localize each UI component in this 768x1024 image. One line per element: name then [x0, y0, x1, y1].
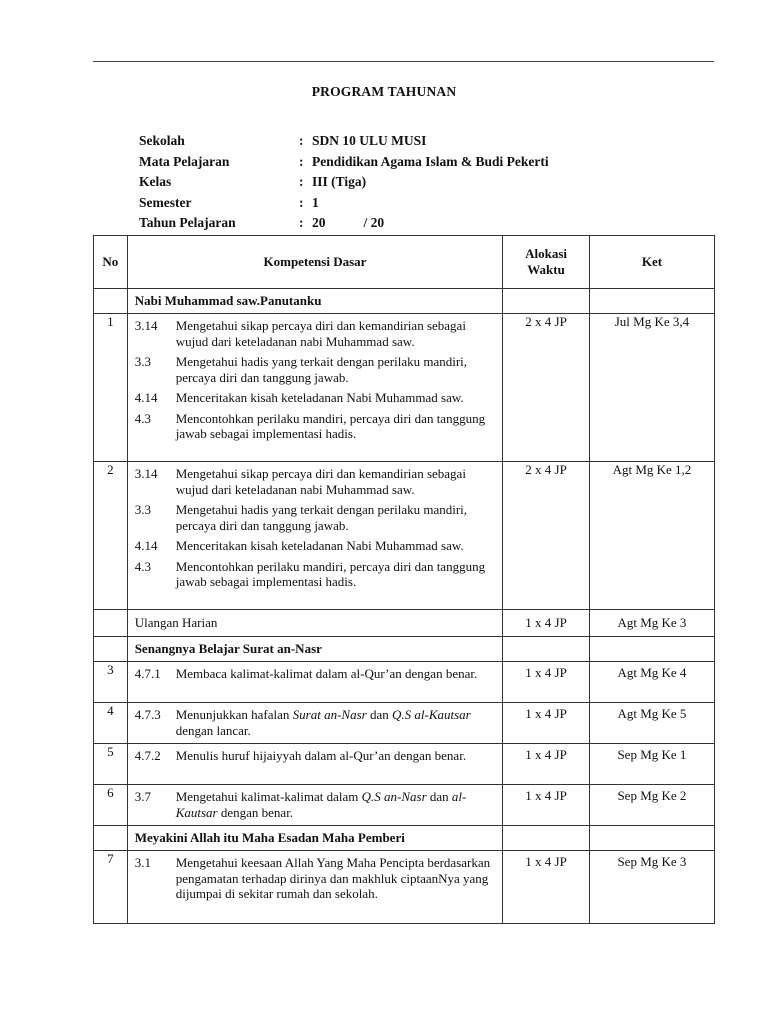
kd-item	[135, 789, 497, 820]
alokasi-value: 1 x 4 JP	[503, 662, 590, 703]
table-row	[94, 785, 715, 826]
section-title: Nabi Muhammad saw.Panutanku	[127, 289, 503, 314]
row-number: 5	[94, 744, 128, 785]
empty-cell	[589, 637, 714, 662]
kd-cell	[127, 314, 503, 462]
kd-text: Mencontohkan perilaku mandiri, percaya diri dan tanggung jawab sebagai implementasi hadis.	[175, 410, 486, 441]
header-alokasi-line2: Waktu	[527, 262, 565, 277]
kd-code: 3.3	[134, 354, 151, 369]
empty-cell	[94, 610, 128, 637]
kd-text: Menceritakan kisah keteladanan Nabi Muhammad saw.	[175, 390, 464, 405]
header-kompetensi-dasar: Kompetensi Dasar	[127, 236, 503, 289]
kd-item	[135, 411, 497, 442]
info-label: Semester	[139, 194, 192, 210]
ulangan-row	[94, 610, 715, 637]
kd-text: Mengetahui hadis yang terkait dengan perilaku mandiri, percaya diri dan tanggung jawab.	[175, 502, 468, 533]
ket-value: Agt Mg Ke 4	[589, 662, 714, 703]
alokasi-value: 2 x 4 JP	[503, 314, 590, 462]
row-number: 2	[94, 462, 128, 610]
kd-text: Menceritakan kisah keteladanan Nabi Muhammad saw.	[175, 538, 464, 553]
program-table	[93, 235, 715, 924]
kd-item	[135, 466, 497, 497]
kd-text: Mengetahui sikap percaya diri dan kemandirian sebagai wujud dari keteladanan nabi Muhammad saw.	[175, 466, 466, 497]
table-row	[94, 314, 715, 462]
info-colon: :	[299, 153, 304, 169]
kd-item	[135, 748, 497, 764]
header-alokasi-waktu	[503, 236, 590, 289]
row-number: 1	[94, 314, 128, 462]
info-row-kelas	[139, 172, 549, 193]
info-value: 1	[312, 194, 319, 210]
table-row	[94, 462, 715, 610]
kd-item	[135, 354, 497, 385]
row-number: 6	[94, 785, 128, 826]
ket-value: Sep Mg Ke 3	[589, 851, 714, 924]
info-colon: :	[299, 194, 304, 210]
kd-cell	[127, 851, 503, 924]
info-row-sekolah	[139, 131, 549, 152]
kd-item	[135, 707, 497, 738]
empty-cell	[94, 826, 128, 851]
empty-cell	[94, 289, 128, 314]
kd-text: Mengetahui sikap percaya diri dan kemandirian sebagai wujud dari keteladanan nabi Muhammad saw.	[175, 318, 466, 349]
kd-text	[176, 707, 497, 738]
info-label: Mata Pelajaran	[139, 153, 230, 169]
info-value-year-start: 20	[312, 215, 326, 230]
header-ket: Ket	[589, 236, 714, 289]
info-colon: :	[299, 215, 304, 230]
table-row	[94, 662, 715, 703]
alokasi-value: 1 x 4 JP	[503, 744, 590, 785]
kd-text-italic: Q.S al-Kautsar	[392, 707, 471, 722]
kd-code: 3.3	[134, 502, 151, 517]
info-value: III (Tiga)	[312, 174, 367, 189]
kd-code: 4.7.2	[134, 748, 161, 763]
kd-code: 3.14	[134, 466, 158, 481]
kd-item	[135, 855, 497, 902]
table-row	[94, 851, 715, 924]
alokasi-value: 1 x 4 JP	[503, 703, 590, 744]
info-label: Tahun Pelajaran	[139, 215, 236, 230]
table-row	[94, 703, 715, 744]
kd-cell	[127, 662, 503, 703]
kd-text-italic: Surat an-Nasr	[292, 707, 367, 722]
row-number: 7	[94, 851, 128, 924]
kd-code: 4.14	[134, 390, 158, 405]
kd-text: Menulis huruf hijaiyyah dalam al-Qur’an dengan benar.	[175, 748, 467, 763]
kd-text-italic: Q.S an-Nasr	[361, 789, 427, 804]
kd-text: Membaca kalimat-kalimat dalam al-Qur’an dengan benar.	[175, 666, 478, 681]
empty-cell	[589, 826, 714, 851]
kd-text: Mengetahui hadis yang terkait dengan perilaku mandiri, percaya diri dan tanggung jawab.	[175, 354, 468, 385]
info-block	[139, 131, 549, 234]
info-row-semester	[139, 193, 549, 214]
kd-text-part: dengan lancar.	[175, 722, 251, 738]
kd-text	[176, 789, 497, 820]
kd-text-part: Menunjukkan hafalan	[175, 707, 293, 722]
kd-text-part: Mengetahui kalimat-kalimat dalam	[175, 789, 362, 804]
empty-cell	[94, 637, 128, 662]
section-row	[94, 289, 715, 314]
info-row-mata-pelajaran	[139, 152, 549, 173]
ulangan-label: Ulangan Harian	[127, 610, 503, 637]
kd-item	[135, 666, 497, 682]
empty-cell	[589, 289, 714, 314]
kd-code: 3.14	[134, 318, 158, 333]
kd-text-italic: al-Kautsar	[175, 789, 467, 820]
kd-text-part: dan	[366, 707, 392, 722]
info-row-tahun-pelajaran	[139, 213, 549, 234]
kd-text-part: dan	[426, 789, 452, 804]
header-row	[94, 236, 715, 289]
section-title: Senangnya Belajar Surat an-Nasr	[127, 637, 503, 662]
kd-code: 3.7	[134, 789, 151, 804]
kd-code: 4.3	[134, 558, 151, 574]
kd-cell	[127, 785, 503, 826]
kd-text-part: dengan benar.	[217, 804, 294, 820]
ket-value: Agt Mg Ke 5	[589, 703, 714, 744]
kd-item	[135, 318, 497, 349]
row-number: 3	[94, 662, 128, 703]
kd-cell	[127, 703, 503, 744]
kd-item	[135, 559, 497, 590]
section-title: Meyakini Allah itu Maha Esadan Maha Pemberi	[127, 826, 503, 851]
kd-cell	[127, 744, 503, 785]
kd-code: 4.3	[134, 410, 151, 426]
kd-item	[135, 502, 497, 533]
document-title: PROGRAM TAHUNAN	[311, 84, 457, 99]
empty-cell	[503, 289, 590, 314]
info-value: SDN 10 ULU MUSI	[312, 133, 427, 148]
ket-value: Agt Mg Ke 1,2	[589, 462, 714, 610]
info-value-year-end: / 20	[363, 215, 385, 230]
alokasi-value: 2 x 4 JP	[503, 462, 590, 610]
kd-text: Mengetahui keesaan Allah Yang Maha Pencipta berdasarkan pengamatan terhadap dirinya dan makhluk ciptaanNya yang dijumpai di sekitar rumah dan sekolah.	[175, 855, 491, 901]
alokasi-value: 1 x 4 JP	[503, 610, 590, 637]
ket-value: Jul Mg Ke 3,4	[589, 314, 714, 462]
kd-text: Mencontohkan perilaku mandiri, percaya diri dan tanggung jawab sebagai implementasi hadis.	[175, 558, 486, 589]
header-alokasi-line1: Alokasi	[525, 246, 567, 261]
row-number: 4	[94, 703, 128, 744]
ket-value: Agt Mg Ke 3	[589, 610, 714, 637]
kd-item	[135, 538, 497, 554]
alokasi-value: 1 x 4 JP	[503, 785, 590, 826]
top-divider	[93, 61, 714, 62]
section-row	[94, 826, 715, 851]
kd-code: 4.7.1	[134, 666, 161, 681]
section-row	[94, 637, 715, 662]
header-no: No	[94, 236, 128, 289]
info-label: Kelas	[139, 174, 172, 189]
kd-code: 4.7.3	[134, 707, 161, 722]
kd-code: 4.14	[134, 538, 158, 553]
info-colon: :	[299, 174, 304, 189]
info-value: Pendidikan Agama Islam & Budi Pekerti	[312, 153, 549, 169]
table-row	[94, 744, 715, 785]
ket-value: Sep Mg Ke 2	[589, 785, 714, 826]
kd-cell	[127, 462, 503, 610]
empty-cell	[503, 826, 590, 851]
ket-value: Sep Mg Ke 1	[589, 744, 714, 785]
alokasi-value: 1 x 4 JP	[503, 851, 590, 924]
empty-cell	[503, 637, 590, 662]
kd-code: 3.1	[134, 855, 151, 870]
info-label: Sekolah	[139, 133, 185, 148]
info-colon: :	[299, 133, 304, 148]
kd-item	[135, 390, 497, 406]
